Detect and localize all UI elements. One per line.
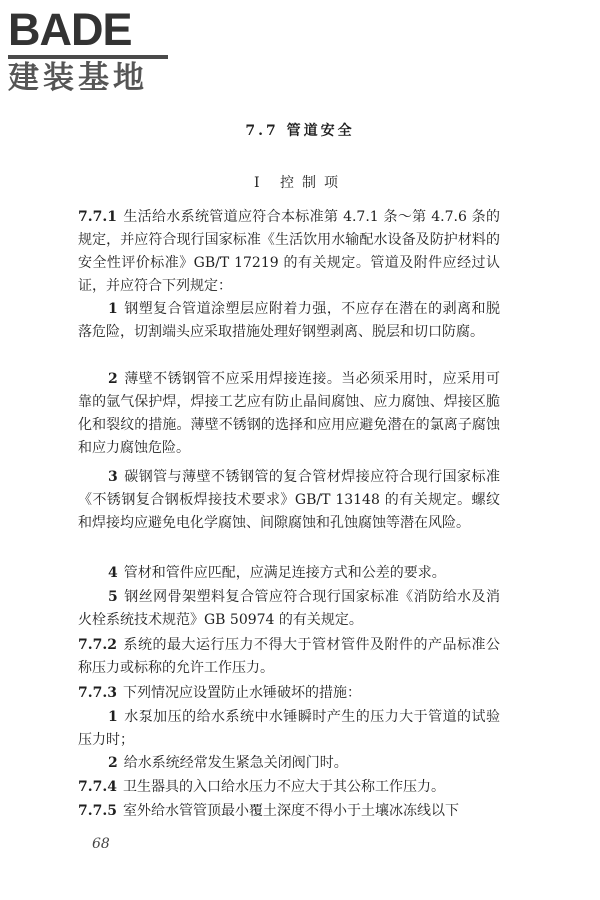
clause-7-7-1-item-1 xyxy=(78,298,500,344)
clause-7-7-3-item-1 xyxy=(78,706,500,752)
clause-text: 系统的最大运行压力不得大于管材管件及附件的产品标准公称压力或标称的允许工作压力。 xyxy=(78,637,500,676)
clause-text: 生活给水系统管道应符合本标准第 4.7.1 条～第 4.7.6 条的规定，并应符合现行国家标准《生活饮用水输配水设备及防护材料的安全性评价标准》GB/T 17219 的有关规定。管道及附件应经过认证，并应符合下列规定： xyxy=(78,209,500,294)
clause-7-7-1-item-5 xyxy=(78,586,500,632)
item-number: 1 xyxy=(108,301,118,317)
clause-7-7-3-item-2 xyxy=(78,752,500,775)
clause-7-7-1-item-2 xyxy=(78,368,500,460)
item-number: 3 xyxy=(108,469,118,485)
section-title: 7.7 管道安全 xyxy=(245,123,355,139)
clause-text: 室外给水管管顶最小覆土深度不得小于土壤冰冻线以下 xyxy=(122,803,459,819)
item-number: 2 xyxy=(108,755,118,771)
clause-7-7-2 xyxy=(78,634,500,680)
item-text: 钢丝网骨架塑料复合管应符合现行国家标准《消防给水及消火栓系统技术规范》GB 50974 的有关规定。 xyxy=(78,589,500,628)
clause-7-7-1 xyxy=(78,206,500,298)
item-number: 2 xyxy=(108,371,118,387)
item-number: 4 xyxy=(108,565,118,581)
clause-7-7-5 xyxy=(78,800,500,823)
clause-text: 下列情况应设置防止水锤破坏的措施： xyxy=(122,685,361,701)
clause-number: 7.7.3 xyxy=(78,685,117,701)
clause-7-7-3 xyxy=(78,682,500,705)
clause-text: 卫生器具的入口给水压力不应大于其公称工作压力。 xyxy=(122,779,445,795)
subsection-title: Ⅰ 控制项 xyxy=(254,175,346,191)
clause-7-7-1-item-4 xyxy=(78,562,500,585)
clause-7-7-1-item-3 xyxy=(78,466,500,535)
item-text: 管材和管件应匹配，应满足连接方式和公差的要求。 xyxy=(123,565,446,581)
clause-number: 7.7.5 xyxy=(78,803,117,819)
item-text: 给水系统经常发生紧急关闭阀门时。 xyxy=(123,755,348,771)
logo-brand: BADE xyxy=(8,4,132,55)
clause-number: 7.7.1 xyxy=(78,209,117,225)
item-number: 1 xyxy=(108,709,118,725)
page-number: 68 xyxy=(92,836,110,852)
item-text: 水泵加压的给水系统中水锤瞬时产生的压力大于管道的试验压力时； xyxy=(78,709,500,748)
item-text: 钢塑复合管道涂塑层应附着力强，不应存在潜在的剥离和脱落危险，切割端头应采取措施处理好钢塑剥离、脱层和切口防腐。 xyxy=(78,301,500,340)
clause-number: 7.7.4 xyxy=(78,779,117,795)
item-text: 薄壁不锈钢管不应采用焊接连接。当必须采用时，应采用可靠的氩气保护焊，焊接工艺应有防止晶间腐蚀、应力腐蚀、焊接区脆化和裂纹的措施。薄壁不锈钢的选择和应用应避免潜在的氯离子腐蚀和应力腐蚀危险。 xyxy=(78,371,500,456)
clause-number: 7.7.2 xyxy=(78,637,117,653)
logo-subtitle: 建装基地 xyxy=(8,60,148,96)
clause-7-7-4 xyxy=(78,776,500,799)
item-text: 碳钢管与薄壁不锈钢管的复合管材焊接应符合现行国家标准《不锈钢复合钢板焊接技术要求》GB/T 13148 的有关规定。螺纹和焊接均应避免电化学腐蚀、间隙腐蚀和孔蚀腐蚀等潜在风险。 xyxy=(78,469,500,531)
item-number: 5 xyxy=(108,589,118,605)
